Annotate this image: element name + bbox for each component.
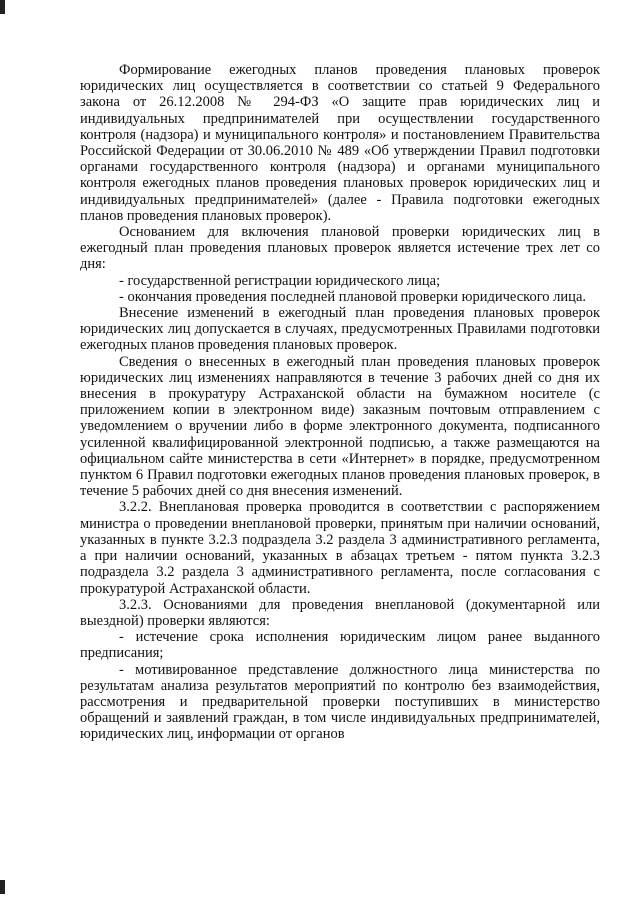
paragraph: - окончания проведения последней плановой проверки юридического лица. [119, 288, 587, 305]
paragraph: Внесение изменений в ежегодный план проведения плановых проверок юридических лиц допускается в случаях, предусмотренных Правилами подготовки ежегодных планов проведения плановых проверок. [80, 305, 600, 354]
paragraph: - мотивированное представление должностного лица министерства по результатам анализа результатов мероприятий по контролю без взаимодействия, рассмотрения и предварительной проверки поступивших в министерство обращений и заявлений граждан, в том числе индивидуальных предпринимателей, юридических лиц, информации от органов [80, 661, 600, 743]
document-body [80, 62, 600, 743]
paragraph: Сведения о внесенных в ежегодный план проведения плановых проверок юридических лиц изменениях направляются в течение 3 рабочих дней со дня их внесения в прокуратуру Астраханской области на бумажном носителе (с приложением копии в электронном виде) заказным почтовым отправлением с уведомлением о вручении либо в форме электронного документа, подписанного усиленной квалифицированной электронной подписью, а также размещаются на официальном сайте министерства в сети «Интернет» в порядке, предусмотренном пунктом 6 Правил подготовки ежегодных планов проведения плановых проверок, в течение 5 рабочих дней со дня внесения изменений. [80, 353, 600, 500]
paragraph: 3.2.2. Внеплановая проверка проводится в соответствии с распоряжением министра о проведении внеплановой проверки, принятым при наличии оснований, указанных в пункте 3.2.3 подраздела 3.2 раздела 3 административного регламента, а при наличии оснований, указанных в абзацах третьем - пятом пункта 3.2.3 подраздела 3.2 раздела 3 административного регламента, после согласования с прокуратурой Астраханской области. [80, 499, 600, 597]
scan-edge-mark [0, 880, 5, 894]
paragraph: 3.2.3. Основаниями для проведения внеплановой (документарной или выездной) проверки являются: [80, 596, 600, 629]
paragraph: Основанием для включения плановой проверки юридических лиц в ежегодный план проведения плановых проверок является истечение трех лет со дня: [80, 224, 600, 273]
paragraph: - государственной регистрации юридического лица; [119, 272, 441, 289]
paragraph: Формирование ежегодных планов проведения плановых проверок юридических лиц осуществляется в соответствии со статьей 9 Федерального закона от 26.12.2008 № 294-ФЗ «О защите прав юридических лиц и индивидуальных предпринимателей при осуществлении государственного контроля (надзора) и муниципального контроля» и постановлением Правительства Российской Федерации от 30.06.2010 № 489 «Об утверждении Правил подготовки органами государственного контроля (надзора) и органами муниципального контроля ежегодных планов проведения плановых проверок юридических лиц и индивидуальных предпринимателей» (далее - Правила подготовки ежегодных планов проведения плановых проверок). [80, 62, 600, 224]
paragraph: - истечение срока исполнения юридическим лицом ранее выданного предписания; [80, 629, 600, 662]
scan-edge-mark [0, 0, 5, 14]
